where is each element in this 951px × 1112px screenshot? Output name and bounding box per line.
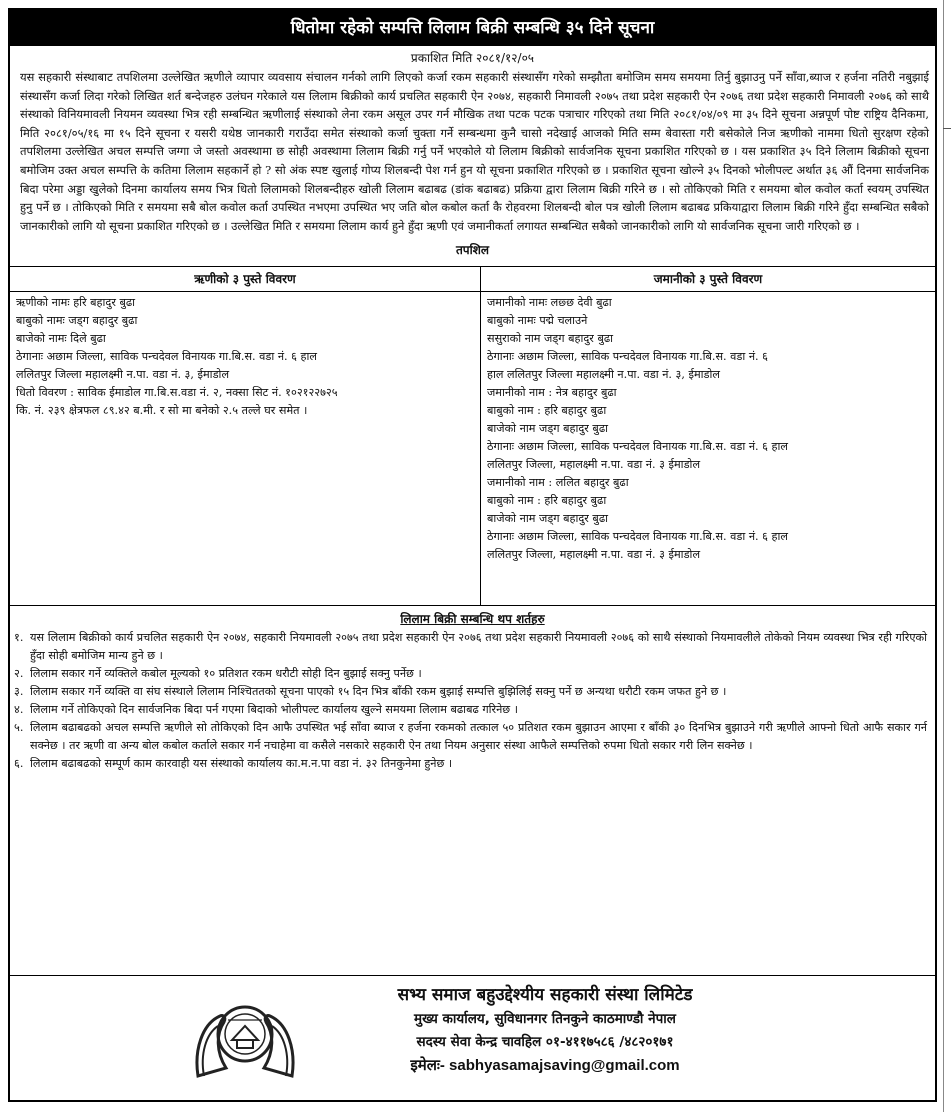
term-item [14, 701, 927, 719]
organization-info [315, 982, 775, 1075]
tapasil-heading: तपशिल [10, 235, 935, 267]
term-item [14, 719, 927, 755]
borrower-line: ललितपुर जिल्ला महालक्ष्मी न.पा. वडा नं. ३, ईमाडोल [16, 368, 230, 382]
guarantor-line: हाल ललितपुर जिल्ला महालक्ष्मी न.पा. वडा नं. ३, ईमाडोल [487, 368, 721, 382]
borrower-line: ऋणीको नामः हरि बहादुर बुढा [16, 296, 136, 310]
borrower-line: कि. नं. २३९ क्षेत्रफल ८९.४२ ब.मी. र सो मा बनेको २.५ तल्ले घर समेत । [16, 404, 308, 418]
term-number: ३. [14, 685, 24, 699]
page-edge-tick [943, 128, 951, 129]
term-text: लिलाम सकार गर्ने व्यक्तिले कबोल मूल्यको १० प्रतिशत रकम धरौटी सोही दिन बुझाई सक्नु पर्नेछ । [30, 667, 422, 681]
term-number: ५. [14, 721, 24, 735]
borrower-line: धितो विवरण : साविक ईमाडोल गा.बि.स.वडा नं. २, नक्सा सिट नं. १०२१२२७२५ [16, 386, 338, 400]
borrower-heading: ऋणीको ३ पुस्ते विवरण [10, 267, 480, 292]
guarantor-line: बाजेको नाम जड्ग बहादुर बुढा [487, 422, 609, 436]
borrower-column [10, 267, 481, 605]
guarantor-line: जमानीको नाम : ललित बहादुर बुढा [487, 476, 629, 490]
head-office-address: मुख्य कार्यालय, सुविधानगर तिनकुने काठमाण्डौ नेपाल [414, 1011, 676, 1027]
terms-heading [10, 606, 935, 629]
guarantor-line: ठेगानाः अछाम जिल्ला, साविक पन्चदेवल विनायक गा.बि.स. वडा नं. ६ हाल [487, 530, 788, 544]
details-table [10, 267, 935, 606]
term-item [14, 683, 927, 701]
borrower-details [10, 292, 480, 420]
terms-list [10, 629, 935, 773]
notice-title: धितोमा रहेको सम्पत्ति लिलाम बिक्री सम्बन्धि ३५ दिने सूचना [10, 10, 935, 46]
term-item [14, 665, 927, 683]
cooperative-logo [190, 990, 300, 1082]
page-edge-rule [943, 0, 944, 1112]
guarantor-line: ससुराको नाम जड्ग बहादुर बुढा [487, 332, 614, 346]
term-text: लिलाम गर्ने तोकिएको दिन सार्वजनिक बिदा पर्न गएमा बिदाको भोलीपल्ट कार्यालय खुल्ने समयमा लिलाम बढाबढ गरिनेछ । [30, 703, 518, 717]
published-date: प्रकाशित मिति २०८१/१२/०५ [410, 51, 535, 65]
guarantor-line: बाबुको नाम : हरि बहादुर बुढा [487, 494, 607, 508]
term-text: लिलाम बढाबढको अचल सम्पत्ति ऋणीले सो तोकिएको दिन आफै उपस्थित भई साँवा ब्याज र हर्जना रकमको तत्काल ५० प्रतिशत रकम बुझाउन आएमा र बाँकी ३० दिनभित्र बुझाउने गरी ऋणीले आफ्नो धितो आफै सकार गर्न सक्नेछ । तर ऋणी वा अन्य बोल कबोल कर्ताले सकार गर्न नचाहेमा वा कसैले नसकारे सहकारी ऐन तथा नियम अनुसार संस्था आफैले सम्पत्तिको रुपमा धितो सकार गरी लिन सक्नेछ । [30, 721, 927, 753]
auction-notice [8, 8, 937, 1102]
notice-body: यस सहकारी संस्थाबाट तपशिलमा उल्लेखित ऋणीले व्यापार व्यवसाय संचालन गर्नको लागि लिएको कर्जा रकम सहकारी संस्थासँग गरेको सम्झौता बमोजिम समय समयमा तिर्नु बुझाउनु पर्ने साँवा,ब्याज र हर्जना नतिरी नबुझाई संस्थासँग कर्जा लिदा गरेको लिखित शर्त बन्देजहरु उलंघन गरेकाले यस लिलाम बिक्रीको कार्य प्रचलित सहकारी ऐन २०७४, सहकारी निमावली २०७५ तथा प्रदेश सहकारी ऐन २०७६ तथा प्रदेश सहकारी निमावली २०७६ को साथै संस्थाको विनियमावली नियमन व्यवस्था भित्र रही सम्बन्धित ऋणीलाई संस्थाको लेना रकम असूल उपर गर्न मौखिक तथा पटक पटक पत्राचार गरिएको तथा मिति २०८१/०४/०९ मा ३५ दिने सूचना अन्नपूर्ण पोष्ट राष्ट्रिय दैनिकमा, मिति २०८१/०५/१६ मा १५ दिने सूचना र यसरी यथेष्ठ जानकारी गराउँदा समेत संस्थाको कर्जा चुक्ता गर्ने सम्बन्धमा कुनै चासो नदेखाई आजको मिति सम्म बेवास्ता गरी बसेकोले निज ऋणीको नाममा धितो सुरक्षण रहेको तपशिलमा उल्लेखित अचल सम्पत्ति जग्गा जे जस्तो अवस्थामा छ सोही अवस्थामा लिलाम बिक्री गर्नु पर्ने भएकोले यो लिलाम बिक्रीको सार्वजनिक सूचना प्रकाशित गरिएको छ । यस प्रकाशित ३५ दिने लिलाम बिक्रीको सूचना बमोजिम उक्त अचल सम्पत्ति के कतिमा लिलाम सहकार्ने हो ? सो अंक स्पष्ट खुलाई गोप्य शिलबन्दी पेश गर्न हुन यो सूचना प्रकाशित गरिएको छ । प्रकाशित सूचना खोल्ने ३५ दिनको भोलीपल्ट अर्थात ३६ औं दिनमा सार्वजनिक बिदा परेमा अड्डा खुलेको दिनमा कार्यालय समय भित्र धितो लिलामको शिलबन्दीहरु खोली लिलाम बढाबढ (डांक बढाबढ) प्रक्रिया द्वारा लिलाम बिक्री गरिने छ । सो तोकिएको मिति र समयमा बोल कवोल कर्ता स्वयम् उपस्थित हुनु पर्ने छ । तोकिएको मिति र समयमा सबै बोल कवोल कर्ता उपस्थित नभएमा उपस्थित भए जति बोल कबोल कर्ता कै रोहवरमा शिलबन्दी बोल पत्र खोली लिलाम बढाबढ प्रकियाद्वारा लिलाम बिक्री गरिने हुँदा सम्बन्धित सबैको जानकारीको लागि यो सूचना प्रकाशित गरिएको छ । उल्लेखित मिति र समयमा लिलाम कार्य हुने हुँदा ऋणी एवं जमानीकर्ता लगायत सम्बन्धित सबैको जानकारीको लागि यो सार्वजनिक सूचना जारी गरिएको छ । [20, 70, 929, 233]
service-center-phone: सदस्य सेवा केन्द्र चावहिल ०१-४११७५८६ /४८२०१७१ [416, 1034, 674, 1050]
guarantor-column [481, 267, 935, 605]
guarantor-line: ठेगानाः अछाम जिल्ला, साविक पन्चदेवल विनायक गा.बि.स. वडा नं. ६ [487, 350, 768, 364]
term-text: लिलाम बढाबढको सम्पूर्ण काम कारवाही यस संस्थाको कार्यालय का.म.न.पा वडा नं. ३२ तिनकुनेमा हुनेछ । [30, 757, 453, 771]
organization-name: सभ्य समाज बहुउद्देश्यीय सहकारी संस्था लिमिटेड [397, 985, 693, 1005]
term-number: ६. [14, 757, 24, 771]
guarantor-details [481, 292, 935, 564]
guarantor-line: बाबुको नामः पद्मे चलाउने [487, 314, 588, 328]
guarantor-line: ललितपुर जिल्ला, महालक्ष्मी न.पा. वडा नं. ३ ईमाडोल [487, 548, 701, 562]
guarantor-line: ललितपुर जिल्ला, महालक्ष्मी न.पा. वडा नं. ३ ईमाडोल [487, 458, 701, 472]
guarantor-line: जमानीको नामः लछ्छ देवी बुढा [487, 296, 612, 310]
term-item [14, 755, 927, 773]
term-number: ४. [14, 703, 24, 717]
guarantor-line: ठेगानाः अछाम जिल्ला, साविक पन्चदेवल विनायक गा.बि.स. वडा नं. ६ हाल [487, 440, 788, 454]
guarantor-line: जमानीको नाम : नेत्र बहादुर बुढा [487, 386, 617, 400]
term-number: १. [14, 631, 24, 645]
footer [10, 975, 935, 1100]
borrower-line: बाजेको नामः दिले बुढा [16, 332, 106, 346]
borrower-line: बाबुको नामः जड्ग बहादुर बुढा [16, 314, 138, 328]
term-text: लिलाम सकार गर्ने व्यक्ति वा संघ संस्थाले लिलाम निश्चिततको सूचना पाएको १५ दिन भित्र बाँकी रकम बुझाई सम्पत्ति बुझिलिई सक्नु पर्ने छ अन्यथा धरौटी रकम जफत हुने छ । [30, 685, 727, 699]
term-number: २. [14, 667, 24, 681]
terms-heading-text: लिलाम बिक्री सम्बन्धि थप शर्तहरु [400, 612, 545, 627]
guarantor-line: बाजेको नाम जड्ग बहादुर बुढा [487, 512, 609, 526]
organization-email: इमेलः- sabhyasamajsaving@gmail.com [410, 1057, 680, 1074]
borrower-line: ठेगानाः अछाम जिल्ला, साविक पन्चदेवल विनायक गा.बि.स. वडा नं. ६ हाल [16, 350, 317, 364]
term-text: यस लिलाम बिक्रीको कार्य प्रचलित सहकारी ऐन २०७४, सहकारी नियमावली २०७५ तथा प्रदेश सहकारी ऐन २०७६ तथा प्रदेश सहकारी नियमावली २०७६ को साथै संस्थाको नियमावलीले तोकेको नियम व्यवस्था भित्र रही गरिएको हुँदा सोही बमोजिम मान्य हुने छ । [30, 631, 927, 663]
guarantor-heading: जमानीको ३ पुस्ते विवरण [481, 267, 935, 292]
guarantor-line: बाबुको नाम : हरि बहादुर बुढा [487, 404, 607, 418]
term-item [14, 629, 927, 665]
